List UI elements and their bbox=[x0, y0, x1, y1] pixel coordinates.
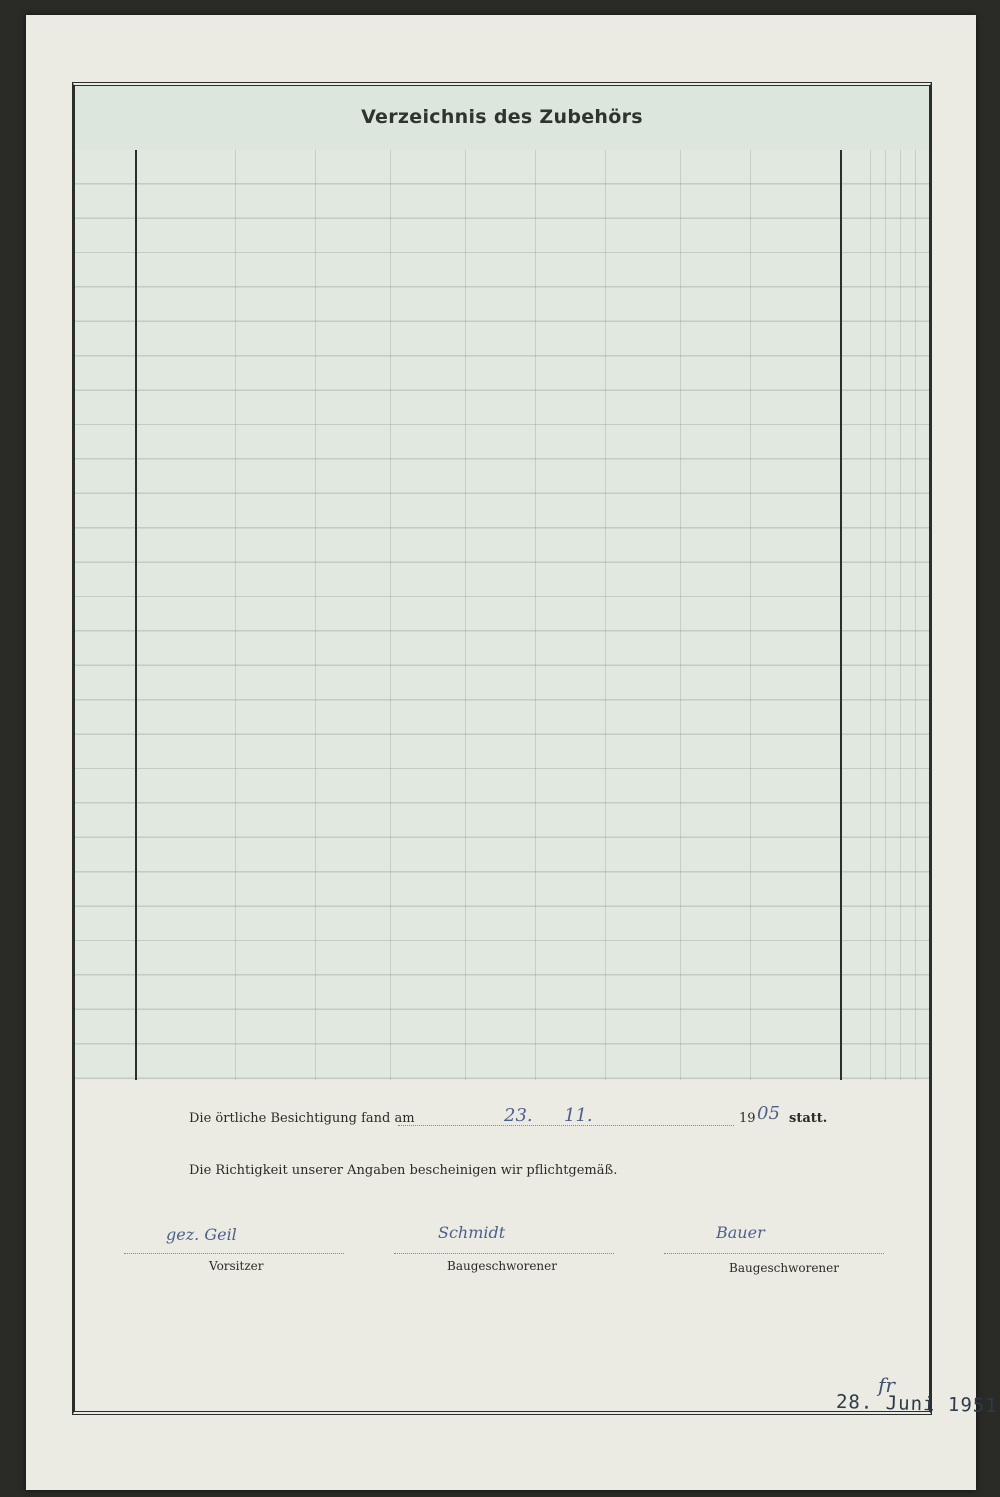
title-band bbox=[75, 86, 929, 153]
signature-line bbox=[394, 1253, 614, 1254]
inspection-month: 11. bbox=[564, 1105, 593, 1126]
column-rule bbox=[750, 150, 751, 1080]
column-rule bbox=[535, 150, 536, 1080]
signature-line bbox=[124, 1253, 344, 1254]
date-stamp: 28. Juni 1951 bbox=[835, 1390, 998, 1418]
inspection-prefix: Die örtliche Besichtigung fand am bbox=[189, 1111, 415, 1126]
inspection-day: 23. bbox=[504, 1105, 533, 1126]
role-juror-1: Baugeschworener bbox=[447, 1259, 557, 1273]
column-rule bbox=[885, 150, 886, 1080]
role-juror-2: Baugeschworener bbox=[729, 1261, 839, 1275]
column-rule bbox=[900, 150, 901, 1080]
signature-juror-2: Bauer bbox=[716, 1223, 765, 1242]
column-rule bbox=[235, 150, 236, 1080]
year-suffix: 05 bbox=[757, 1103, 780, 1124]
column-rule bbox=[680, 150, 681, 1080]
column-rule bbox=[915, 150, 916, 1080]
column-rule bbox=[390, 150, 391, 1080]
year-prefix: 19 bbox=[739, 1111, 756, 1126]
column-rule bbox=[605, 150, 606, 1080]
signature-chair: gez. Geil bbox=[166, 1225, 237, 1244]
role-chair: Vorsitzer bbox=[209, 1259, 264, 1273]
initial-mark: fr bbox=[878, 1373, 895, 1397]
ruled-table-area bbox=[75, 150, 929, 1080]
form-title: Verzeichnis des Zubehörs bbox=[361, 106, 643, 128]
document-sheet bbox=[26, 15, 976, 1490]
certification-text: Die Richtigkeit unserer Angaben bescheinigen wir pflichtgemäß. bbox=[189, 1163, 618, 1178]
column-rule bbox=[870, 150, 871, 1080]
inspection-suffix: statt. bbox=[789, 1111, 828, 1126]
left-column-rule bbox=[135, 150, 137, 1080]
column-rule bbox=[465, 150, 466, 1080]
signature-juror-1: Schmidt bbox=[438, 1223, 506, 1242]
right-column-rule bbox=[840, 150, 842, 1080]
form-frame bbox=[72, 82, 932, 1415]
column-rule bbox=[315, 150, 316, 1080]
signature-line bbox=[664, 1253, 884, 1254]
